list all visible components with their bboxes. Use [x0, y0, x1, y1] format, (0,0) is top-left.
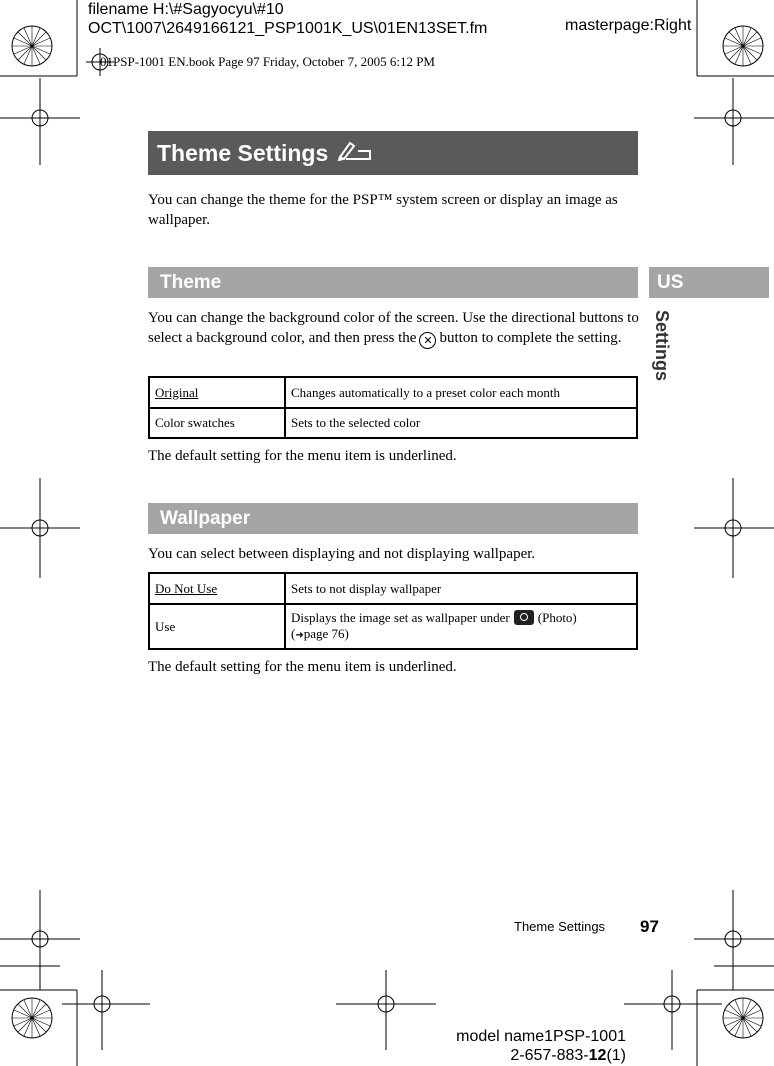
table-cell-value: Sets to not display wallpaper	[285, 573, 637, 604]
camera-icon	[514, 610, 534, 625]
model-code-prefix: 2-657-883-	[510, 1047, 589, 1064]
cross-button-icon: ✕	[419, 332, 436, 349]
page-title: Theme Settings	[157, 140, 329, 166]
table-cell-value	[285, 604, 637, 649]
model-code-bold: 12	[588, 1047, 607, 1064]
table-cell-key: Color swatches	[149, 408, 285, 438]
wallpaper-options-table	[148, 572, 638, 650]
theme-paragraph	[148, 308, 640, 349]
filename-line-1: filename H:\#Sagyocyu\#10	[88, 1, 284, 18]
theme-paragraph-text-2: button to complete the setting.	[439, 330, 622, 346]
wallpaper-default-note: The default setting for the menu item is underlined.	[148, 659, 457, 675]
page-title-bar	[148, 131, 638, 175]
model-line-2	[456, 1046, 626, 1065]
masterpage-label: masterpage:Right	[565, 17, 692, 34]
page-reference: page 76)	[303, 625, 349, 641]
table-cell-key: Use	[149, 604, 285, 649]
option-original: Original	[155, 384, 199, 400]
table-row	[149, 377, 637, 408]
use-description: Displays the image set as wallpaper under	[291, 609, 510, 625]
photo-label: (Photo)	[537, 609, 577, 625]
model-info	[456, 1027, 626, 1065]
table-cell-key	[149, 573, 285, 604]
table-cell-key	[149, 377, 285, 408]
table-row	[149, 573, 637, 604]
model-code-suffix: (1)	[606, 1047, 626, 1064]
table-cell-value: Sets to the selected color	[285, 408, 637, 438]
table-row	[149, 408, 637, 438]
pencil-brush-icon	[336, 131, 372, 175]
theme-options-table	[148, 376, 638, 439]
side-section-label-text: Settings	[652, 310, 672, 382]
footer-section-title: Theme Settings	[514, 919, 606, 934]
theme-default-note: The default setting for the menu item is underlined.	[148, 448, 457, 464]
wallpaper-heading: Wallpaper	[148, 503, 638, 534]
page-number: 97	[640, 917, 659, 936]
ref-open: (	[291, 625, 296, 641]
option-do-not-use: Do Not Use	[155, 580, 218, 596]
side-section-label	[650, 310, 674, 390]
theme-paragraph-text-1: You can change the background color of the screen. Use the directional buttons to select a background color, and then press the	[148, 310, 639, 346]
arrow-right-icon: ➜	[295, 629, 304, 641]
model-line-1: model name1PSP-1001	[456, 1028, 626, 1045]
region-tab: US	[649, 267, 769, 298]
intro-paragraph: You can change the theme for the PSP™ system screen or display an image as wallpaper.	[148, 192, 618, 228]
filename-line-2: OCT\1007\2649166121_PSP1001K_US\01EN13SET.fm	[88, 20, 488, 37]
theme-heading: Theme	[148, 267, 638, 298]
table-row	[149, 604, 637, 649]
table-cell-value: Changes automatically to a preset color each month	[285, 377, 637, 408]
wallpaper-paragraph: You can select between displaying and not displaying wallpaper.	[148, 546, 536, 562]
book-info-line: 01PSP-1001 EN.book Page 97 Friday, October 7, 2005 6:12 PM	[100, 54, 435, 69]
